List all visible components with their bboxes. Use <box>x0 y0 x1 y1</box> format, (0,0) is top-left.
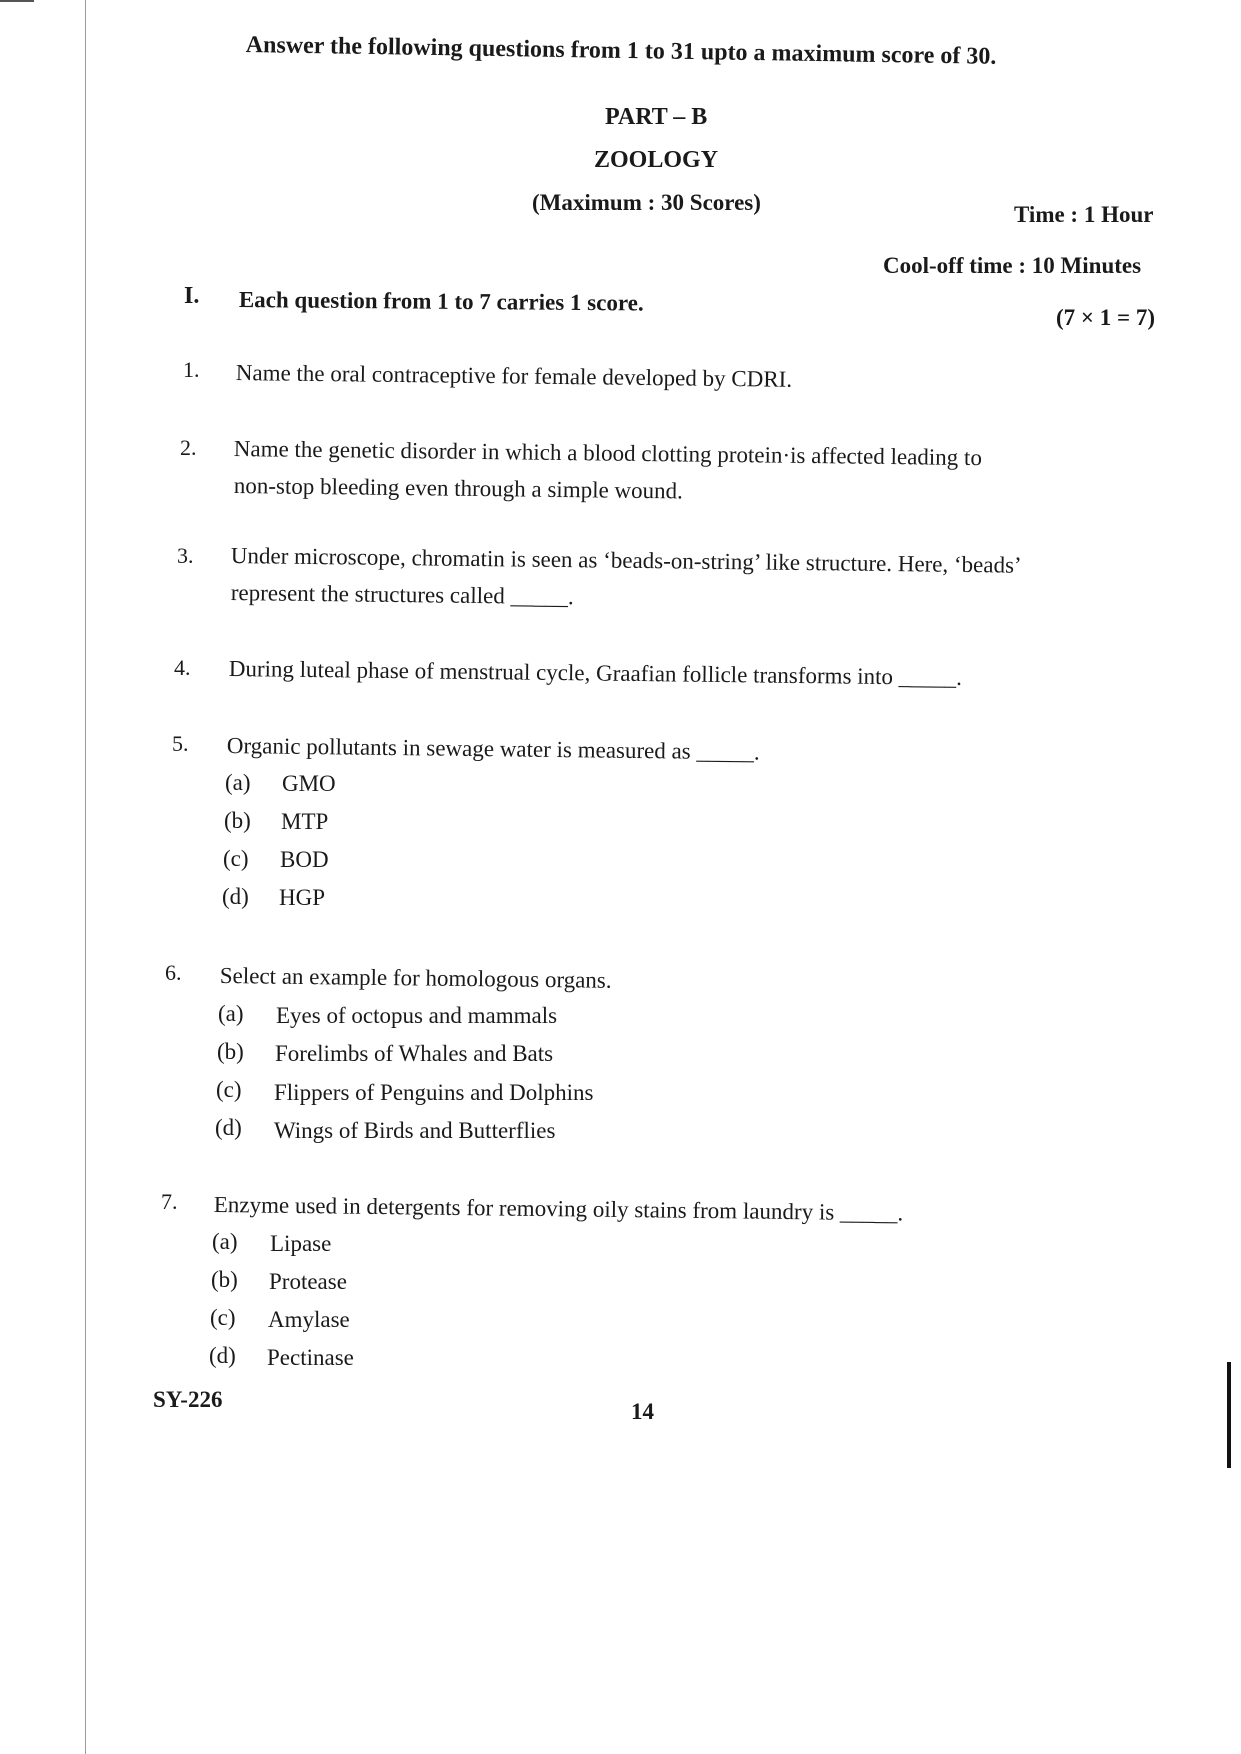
question-text: Organic pollutants in sewage water is measured as _____. <box>226 733 760 765</box>
scan-margin-line <box>85 0 86 1754</box>
option-text: Flippers of Penguins and Dolphins <box>274 1080 594 1105</box>
scan-edge-mark <box>1227 1362 1231 1468</box>
option-letter: (d) <box>222 884 249 909</box>
exam-instruction: Answer the following questions from 1 to 31 upto a maximum score of 30. <box>245 32 997 70</box>
part-heading: PART – B <box>605 104 708 130</box>
subject-heading: ZOOLOGY <box>594 147 719 173</box>
question-text: Name the oral contraceptive for female developed by CDRI. <box>235 360 793 392</box>
option-letter: (b) <box>224 808 251 833</box>
max-score: (Maximum : 30 Scores) <box>532 190 761 215</box>
question-number: 3. <box>177 543 194 568</box>
section-marks: (7 × 1 = 7) <box>1056 305 1156 330</box>
option-text: BOD <box>280 847 329 872</box>
option-text: Wings of Birds and Butterflies <box>274 1118 556 1143</box>
question-text-continued: non-stop bleeding even through a simple wound. <box>233 473 684 504</box>
option-text: GMO <box>282 771 336 796</box>
option-letter: (b) <box>217 1039 244 1064</box>
option-letter: (d) <box>215 1115 242 1140</box>
question-text: Name the genetic disorder in which a blood clotting protein·is affected leading to <box>233 436 983 471</box>
question-number: 4. <box>174 655 191 680</box>
question-text: Under microscope, chromatin is seen as ‘beads-on-string’ like structure. Here, ‘beads’ <box>230 543 1022 578</box>
option-letter: (d) <box>209 1343 236 1368</box>
question-number: 7. <box>161 1189 178 1214</box>
cool-off-time: Cool-off time : 10 Minutes <box>883 253 1142 278</box>
option-letter: (a) <box>225 770 251 795</box>
option-text: HGP <box>279 885 326 910</box>
option-text: Amylase <box>268 1307 350 1332</box>
question-text: Enzyme used in detergents for removing oily stains from laundry is _____. <box>213 1192 904 1226</box>
question-number: 2. <box>180 435 197 460</box>
option-text: MTP <box>281 809 329 834</box>
section-number: I. <box>184 283 200 309</box>
page-number: 14 <box>631 1399 654 1424</box>
question-text: During luteal phase of menstrual cycle, Graafian follicle transforms into _____. <box>228 656 963 690</box>
question-text: Select an example for homologous organs. <box>219 963 612 993</box>
question-text-continued: represent the structures called _____. <box>230 580 574 610</box>
question-number: 5. <box>172 731 189 756</box>
option-letter: (c) <box>216 1077 242 1102</box>
time-allowed: Time : 1 Hour <box>1014 202 1154 227</box>
option-letter: (a) <box>218 1001 244 1026</box>
option-letter: (b) <box>211 1267 238 1292</box>
option-letter: (a) <box>212 1229 238 1254</box>
option-letter: (c) <box>223 846 249 871</box>
option-text: Forelimbs of Whales and Bats <box>275 1041 554 1066</box>
scan-corner-mark <box>0 0 34 2</box>
option-text: Eyes of octopus and mammals <box>276 1003 558 1028</box>
option-text: Pectinase <box>267 1345 354 1370</box>
exam-code: SY-226 <box>153 1387 223 1412</box>
option-letter: (c) <box>210 1305 236 1330</box>
question-number: 1. <box>183 357 200 382</box>
section-title: Each question from 1 to 7 carries 1 score. <box>238 287 644 316</box>
option-text: Protease <box>269 1269 347 1294</box>
option-text: Lipase <box>270 1231 332 1256</box>
question-number: 6. <box>165 960 182 985</box>
